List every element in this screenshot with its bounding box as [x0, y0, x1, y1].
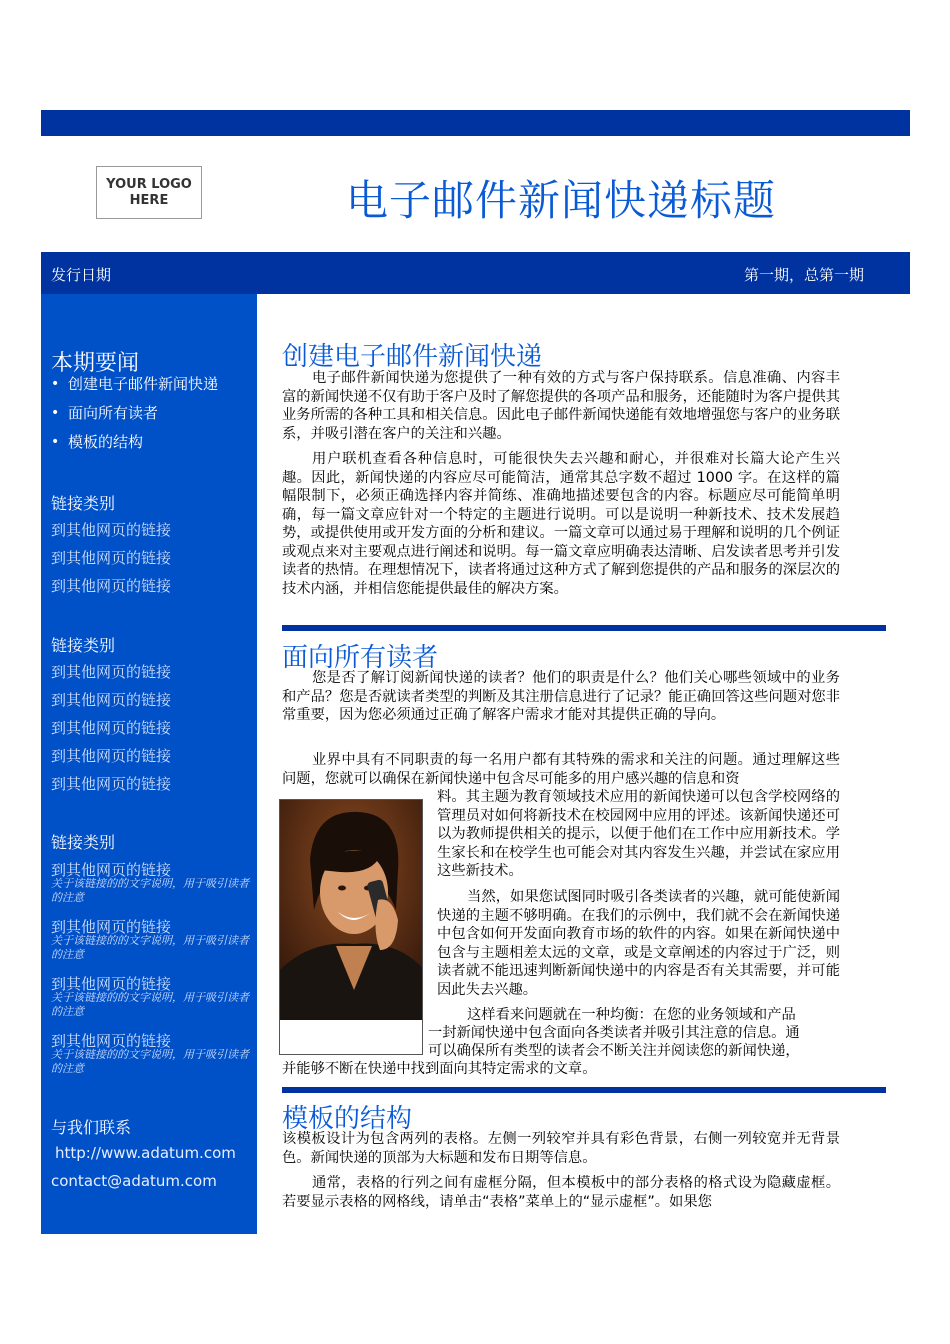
- article-paragraph-wrapped: 当然，如果您试图同时吸引各类读者的兴趣，就可能使新闻快递的主题不够明确。在我们的示例中，我们就不会在新闻快递中包含如何开发面向教育市场的软件的内容。如果在新闻快递中包含与主题相差太远的文章，或是文章阐述的内容过于广泛，则读者就不能迅速判断新闻快递中的内容是否有关其需要，并可能因此失去兴趣。: [437, 889, 840, 998]
- logo-line-2: HERE: [129, 192, 169, 208]
- link-description: 关于该链接的的文字说明，用于吸引读者的注意: [51, 1048, 249, 1075]
- article-paragraph-wrapped: 可以确保所有类型的读者会不断关注并阅读您的新闻快递，: [428, 1043, 800, 1059]
- link-description: 关于该链接的的文字说明，用于吸引读者的注意: [51, 991, 249, 1018]
- issue-number: 第一期，总第一期: [743, 266, 864, 284]
- sidebar: [41, 294, 257, 1234]
- sidebar-link[interactable]: 到其他网页的链接: [51, 577, 172, 595]
- sidebar-link[interactable]: 到其他网页的链接: [51, 549, 172, 567]
- sidebar-link[interactable]: 到其他网页的链接: [51, 861, 172, 879]
- article-title: 创建电子邮件新闻快递: [282, 342, 543, 372]
- highlight-item[interactable]: • 创建电子邮件新闻快递: [51, 374, 218, 403]
- article-paragraph-wrapped: 料。其主题为教育领域技术应用的新闻快递可以包含学校网络的管理员对如何将新技术在校园网中应用的评述。该新闻快递还可以为教师提供相关的提示，以便于他们在工作中应用新技术。学生家长和在校学生也可能会对其内容发生兴趣，并尝试在家应用这些新技术。: [437, 789, 840, 879]
- link-category-title: 链接类别: [51, 636, 116, 655]
- article-title: 面向所有读者: [282, 643, 439, 673]
- sidebar-link[interactable]: 到其他网页的链接: [51, 521, 172, 539]
- sidebar-link[interactable]: 到其他网页的链接: [51, 747, 172, 765]
- article-paragraph: 业界中具有不同职责的每一名用户都有其特殊的需求和关注的问题。通过理解这些问题，您就可以确保在新闻快递中包含尽可能多的用户感兴趣的信息和资: [282, 752, 840, 787]
- article-paragraph: 用户联机查看各种信息时，可能很快失去兴趣和耐心，并很难对长篇大论产生兴趣。因此，新闻快递的内容应尽可能简洁，通常其总字数不超过 1000 字。在这样的篇幅限制下，必须正确选择内容并简练、准确地描述要包含的内容。标题应尽可能简单明确，每一篇文章应针对一个特定的主题进行说明。可以是说明一种新技术、技术发展趋势，或提供使用或开发方面的分析和建议。一篇文章可以通过易于理解和说明的几个例证或观点来对主要观点进行阐述和说明。每一篇文章应明确表达清晰、启发读者思考并引发读者的热情。在理想情况下，读者将通过这种方式了解到您提供的产品和服务的深层次的技术内涵，并相信您能提供最佳的解决方案。: [282, 451, 840, 597]
- sidebar-link[interactable]: 到其他网页的链接: [51, 663, 172, 681]
- article-paragraph: 并能够不断在快递中找到面向其特定需求的文章。: [282, 1061, 597, 1077]
- email-link[interactable]: contact@adatum.com: [51, 1172, 217, 1190]
- top-banner: [41, 110, 910, 136]
- sidebar-link[interactable]: 到其他网页的链接: [51, 918, 172, 936]
- highlights-list: [51, 374, 218, 461]
- article-paragraph: 您是否了解订阅新闻快递的读者？他们的职责是什么？他们关心哪些领域中的业务和产品？您是否就读者类型的判断及其注册信息进行了记录？能正确回答这些问题对您非常重要，因为您必须通过正确了解客户需求才能对其提供正确的导向。: [282, 670, 840, 723]
- section-divider: [282, 1087, 886, 1093]
- highlight-item[interactable]: • 面向所有读者: [51, 403, 218, 432]
- logo-line-1: YOUR LOGO: [106, 176, 192, 192]
- link-category-title: 链接类别: [51, 494, 116, 513]
- issue-date: 发行日期: [51, 266, 112, 284]
- article-paragraph: 通常，表格的行列之间有虚框分隔，但本模板中的部分表格的格式设为隐藏虚框。若要显示表格的网格线，请单击“表格”菜单上的“显示虚框”。如果您: [282, 1175, 840, 1210]
- date-bar: [41, 252, 910, 294]
- sidebar-link[interactable]: 到其他网页的链接: [51, 775, 172, 793]
- newsletter-title: 电子邮件新闻快递标题: [346, 176, 777, 225]
- article-paragraph-wrapped: 一封新闻快递中包含面向各类读者并吸引其注意的信息。通: [428, 1025, 800, 1041]
- article-paragraph: 电子邮件新闻快递为您提供了一种有效的方式与客户保持联系。信息准确、内容丰富的新闻快递不仅有助于客户及时了解您提供的各项产品和服务，还能随时为客户提供其业务所需的各种工具和相关信息。因此电子邮件新闻快递能有效地增强您与客户的业务联系，并吸引潜在客户的关注和兴趣。: [282, 370, 840, 442]
- highlight-item[interactable]: • 模板的结构: [51, 432, 218, 461]
- section-divider: [282, 625, 886, 631]
- logo-placeholder: [96, 166, 202, 219]
- sidebar-link[interactable]: 到其他网页的链接: [51, 975, 172, 993]
- sidebar-link[interactable]: 到其他网页的链接: [51, 691, 172, 709]
- sidebar-link[interactable]: 到其他网页的链接: [51, 719, 172, 737]
- businesswoman-photo: [279, 799, 423, 1055]
- article-title: 模板的结构: [282, 1104, 413, 1134]
- link-description: 关于该链接的的文字说明，用于吸引读者的注意: [51, 877, 249, 904]
- sidebar-link[interactable]: 到其他网页的链接: [51, 1032, 172, 1050]
- article-paragraph: 该模板设计为包含两列的表格。左侧一列较窄并具有彩色背景，右侧一列较宽并无背景色。新闻快递的顶部为大标题和发布日期等信息。: [282, 1131, 840, 1166]
- article-paragraph-wrapped: 这样看来问题就在一种均衡：在您的业务领域和产品: [467, 1007, 796, 1023]
- website-link[interactable]: http://www.adatum.com: [55, 1144, 236, 1162]
- link-description: 关于该链接的的文字说明，用于吸引读者的注意: [51, 934, 249, 961]
- photo-image: [280, 800, 423, 1055]
- link-category-title: 链接类别: [51, 833, 116, 852]
- highlights-title: 本期要闻: [51, 351, 140, 376]
- contact-title: 与我们联系: [51, 1118, 132, 1137]
